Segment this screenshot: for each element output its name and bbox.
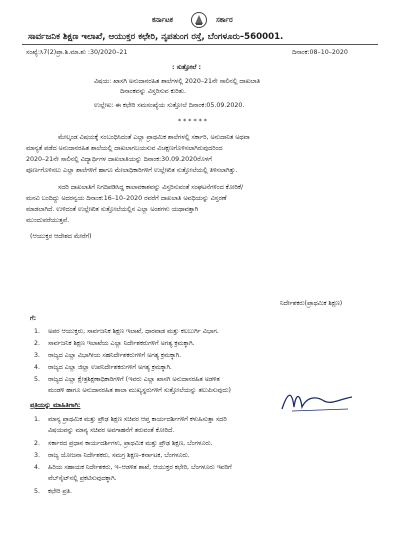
signatory: ನಿರ್ದೇಶಕರು(ಪ್ರಾಥಮಿಕ ಶಿಕ್ಷಣ) bbox=[280, 300, 343, 307]
copy-item: ಕಛೇರಿ ಪ್ರತಿ. bbox=[48, 488, 72, 495]
copy-item: ಹಿರಿಯ ಸಹಾಯಕ ನಿರ್ದೇಶಕರು, ಇ–ಆಡಳಿತ ಶಾಖೆ, ಆಯುಕ್ತರ ಕಛೇರಿ, ಬೆಂಗಳೂರು ಇವರಿಗೆ bbox=[48, 464, 232, 471]
copy-item: ವಿಷಯವನ್ನು ಮಾನ್ಯ ಸಚಿವರ ಅವಗಾಹನೆಗೆ ತರುವಂತೆ ಕೋರಿದೆ. bbox=[48, 427, 175, 434]
separator-stars: * * * * * * bbox=[178, 118, 207, 125]
to-item: ಸಾರ್ವಜನಿಕ ಶಿಕ್ಷಣ ಇಲಾಖೆಯ ಎಲ್ಲಾ ನಿರ್ದೇಶಕರುಗಳಿಗೆ ಅಗತ್ಯ ಕ್ರಮಕ್ಕಾಗಿ. bbox=[48, 340, 195, 347]
circular-title: : ಸುತ್ತೋಲೆ : bbox=[172, 64, 202, 71]
copy-item-number: 5. bbox=[34, 488, 41, 495]
to-item: ರಾಜ್ಯದ ಎಲ್ಲಾ ಕ್ಷೇತ್ರಶಿಕ್ಷಣಾಧಿಕಾರಿಗಳಿಗೆ (ಇವರು ಎಲ್ಲಾ ಖಾಸಗಿ ಅನುದಾನರಹಿತ ಅಡಳಿತ bbox=[48, 376, 220, 383]
orders-note: (ಆಯುಕ್ತರ ಆದೇಶದ ಮೇರೆಗೆ) bbox=[30, 233, 92, 240]
to-item-number: 4. bbox=[34, 364, 41, 371]
to-item-number: 1. bbox=[34, 328, 41, 335]
to-item: ಮಂಡಳಿ ಹಾಗೂ ಅನುದಾನರಹಿತ ಶಾಲಾ ಮುಖ್ಯಸ್ಥರುಗಳಿಗೆ ಸುತ್ತೋಲೆಯನ್ನು ತಲುಪಿಸುವುದು) bbox=[48, 387, 231, 394]
ref-number: ಸಂಖ್ಯೆ:ಸಿ7(2)ಪ್ರಾ.ಶಿ.ಮಾ.ಶು :30/2020–21 bbox=[26, 49, 128, 56]
copy-item-number: 4. bbox=[34, 464, 41, 471]
to-item-number: 3. bbox=[34, 352, 41, 359]
header-right-label: ಸರ್ಕಾರ bbox=[216, 16, 233, 24]
signature-icon bbox=[278, 387, 358, 415]
subject-line-1: ವಿಷಯ: ಖಾಸಗಿ ಅನುದಾನರಹಿತ ಶಾಲೆಗಳಲ್ಲಿ 2020–21ನೇ ಸಾಲಿನಲ್ಲಿ ದಾಖಲಾತಿ bbox=[94, 78, 260, 85]
state-emblem-icon bbox=[190, 11, 208, 29]
to-item: ಅಪರ ಆಯುಕ್ತರು, ಸಾರ್ವಜನಿಕ ಶಿಕ್ಷಣ ಇಲಾಖೆ, ಧಾರವಾಡ ಮತ್ತು ಕಲಬುರ್ಗಿ ವಿಭಾಗ. bbox=[48, 328, 219, 335]
header-left-label: ಕರ್ನಾಟಕ bbox=[152, 16, 173, 24]
subject-reference: ಉಲ್ಲೇಖ: ಈ ಕಛೇರಿ ಸಮಸಂಖ್ಯೆಯ ಸುತ್ತೋಲೆ ದಿನಾಂಕ:05.09.2020. bbox=[94, 102, 245, 109]
header-rule bbox=[22, 44, 378, 45]
copy-label: ಪ್ರತಿಯನ್ನು ಮಾಹಿತಿಗಾಗಿ: bbox=[30, 402, 81, 409]
para1-line: ಪೂರ್ಣಗೊಳಿಸಲು ಎಲ್ಲಾ ಶಾಲೆಗಳಿಗೆ ಹಾಗೂ ಮೇಲಾಧಿಕಾರಿಗಳಿಗೆ ಉಲ್ಲೇಖಿತ ಸುತ್ತೋಲೆಯಲ್ಲಿ ತಿಳಿಸಲಾಗಿತ್ತು. bbox=[26, 167, 238, 174]
to-item: ರಾಜ್ಯದ ಎಲ್ಲಾ ವಿಭಾಗೀಯ ಸಹನಿರ್ದೇಶಕರುಗಳಿಗೆ ಅಗತ್ಯ ಕ್ರಮಕ್ಕಾಗಿ. bbox=[48, 352, 182, 359]
para1-line: 2020–21ನೇ ಸಾಲಿನಲ್ಲಿ ವಿದ್ಯಾರ್ಥಿಗಳ ದಾಖಲಾತಿಯನ್ನು ದಿನಾಂಕ:30.09.2020ರೊಳಗೆ bbox=[26, 156, 212, 163]
copy-item-number: 1. bbox=[34, 416, 41, 423]
ref-date: ದಿನಾಂಕ:08–10–2020 bbox=[292, 49, 348, 56]
copy-item: ರಾಜ್ಯ ಯೋಜನಾ ನಿರ್ದೇಶಕರು, ಸಮಗ್ರ ಶಿಕ್ಷಣ–ಕರ್ನಾಟಕ, ಬೆಂಗಳೂರು. bbox=[48, 452, 190, 459]
copy-item: ವೆಬ್‌ಸೈಟ್‌ನಲ್ಲಿ ಪ್ರಕಟಿಸುವುದಕ್ಕಾಗಿ. bbox=[48, 475, 117, 482]
para2-line: ಮುಂದುವರೆಯುತ್ತವೆ. bbox=[26, 217, 70, 224]
para2-line: ಮಾಡಲಾಗಿದೆ. ಉಳಿದಂತೆ ಉಲ್ಲೇಖಿತ ಸುತ್ತೋಲೆಯಲ್ಲಿನ ಎಲ್ಲಾ ಅಂಶಗಳು ಯಥಾವತ್ತಾಗಿ bbox=[26, 206, 199, 213]
para1-line: ಮೇಲ್ಕಂಡ ವಿಷಯಕ್ಕೆ ಸಂಬಂಧಿಸಿದಂತೆ ಎಲ್ಲಾ ಪ್ರಾಥಮಿಕ ಶಾಲೆಗಳಲ್ಲಿ ಸರ್ಕಾರಿ, ಅನುದಾನಿತ ಅಥವಾ bbox=[58, 134, 250, 141]
copy-item-number: 3. bbox=[34, 452, 41, 459]
copy-item: ಮಾನ್ಯ ಪ್ರಾಥಮಿಕ ಮತ್ತು ಪ್ರೌಢ ಶಿಕ್ಷಣ ಸಚಿವರ ಆಪ್ತ ಕಾರ್ಯದರ್ಶಿಗಳಿಗೆ ಕಳುಹಿಸುತ್ತಾ ಸದರಿ bbox=[48, 416, 227, 423]
copy-item: ಸರ್ಕಾರದ ಪ್ರಧಾನ ಕಾರ್ಯದರ್ಶಿಗಳು, ಪ್ರಾಥಮಿಕ ಮತ್ತು ಪ್ರೌಢ ಶಿಕ್ಷಣ, ಬೆಂಗಳೂರು. bbox=[48, 440, 213, 447]
to-label: ಗೆ: bbox=[30, 315, 37, 322]
para2-line: ಮನವಿ ಬಂದಿದ್ದು ಅದರನ್ವಯ ದಿನಾಂಕ:16–10–2020 ರವರೆಗೆ ದಾಖಲಾತಿ ಅವಧಿಯನ್ನು ವಿಸ್ತರಣೆ bbox=[26, 195, 227, 202]
to-item: ರಾಜ್ಯದ ಎಲ್ಲಾ ಜಿಲ್ಲಾ ಉಪನಿರ್ದೇಶಕರುಗಳಿಗೆ ಅಗತ್ಯ ಕ್ರಮಕ್ಕಾಗಿ. bbox=[48, 364, 172, 371]
to-item-number: 5. bbox=[34, 376, 41, 383]
to-item-number: 2. bbox=[34, 340, 41, 347]
org-line: ಸಾರ್ವಜನಿಕ ಶಿಕ್ಷಣ ಇಲಾಖೆ, ಆಯುಕ್ತರ ಕಛೇರಿ, ನೃಪತುಂಗ ರಸ್ತೆ, ಬೆಂಗಳೂರು–560001. bbox=[28, 32, 284, 42]
para2-line: ಸದರಿ ದಾಖಲಾತಿಗೆ ನಿಗದಿಪಡಿಸಿದ್ದ ಕಾಲಾವಕಾಶವನ್ನು ವಿಸ್ತರಿಸುವಂತೆ ಸಂಘಟನೆಗಳಿಂದ ಕೋರಿಕೆ/ bbox=[58, 184, 244, 191]
para1-line: ಮಾನ್ಯತೆ ಪಡೆದ ಅನುದಾನರಹಿತ ಶಾಲೆಯಲ್ಲಿ ದಾಖಲಾಗಬಯಸುವ ವಿಚಕ್ಷಣಗೊಳಿಸಲಾಗಿರುವುದರಿಂದ bbox=[26, 145, 223, 152]
subject-line-2: ದಿನಾಂಕವನ್ನು ವಿಸ್ತರಿಸುವ ಕುರಿತು. bbox=[120, 88, 186, 95]
copy-item-number: 2. bbox=[34, 440, 41, 447]
